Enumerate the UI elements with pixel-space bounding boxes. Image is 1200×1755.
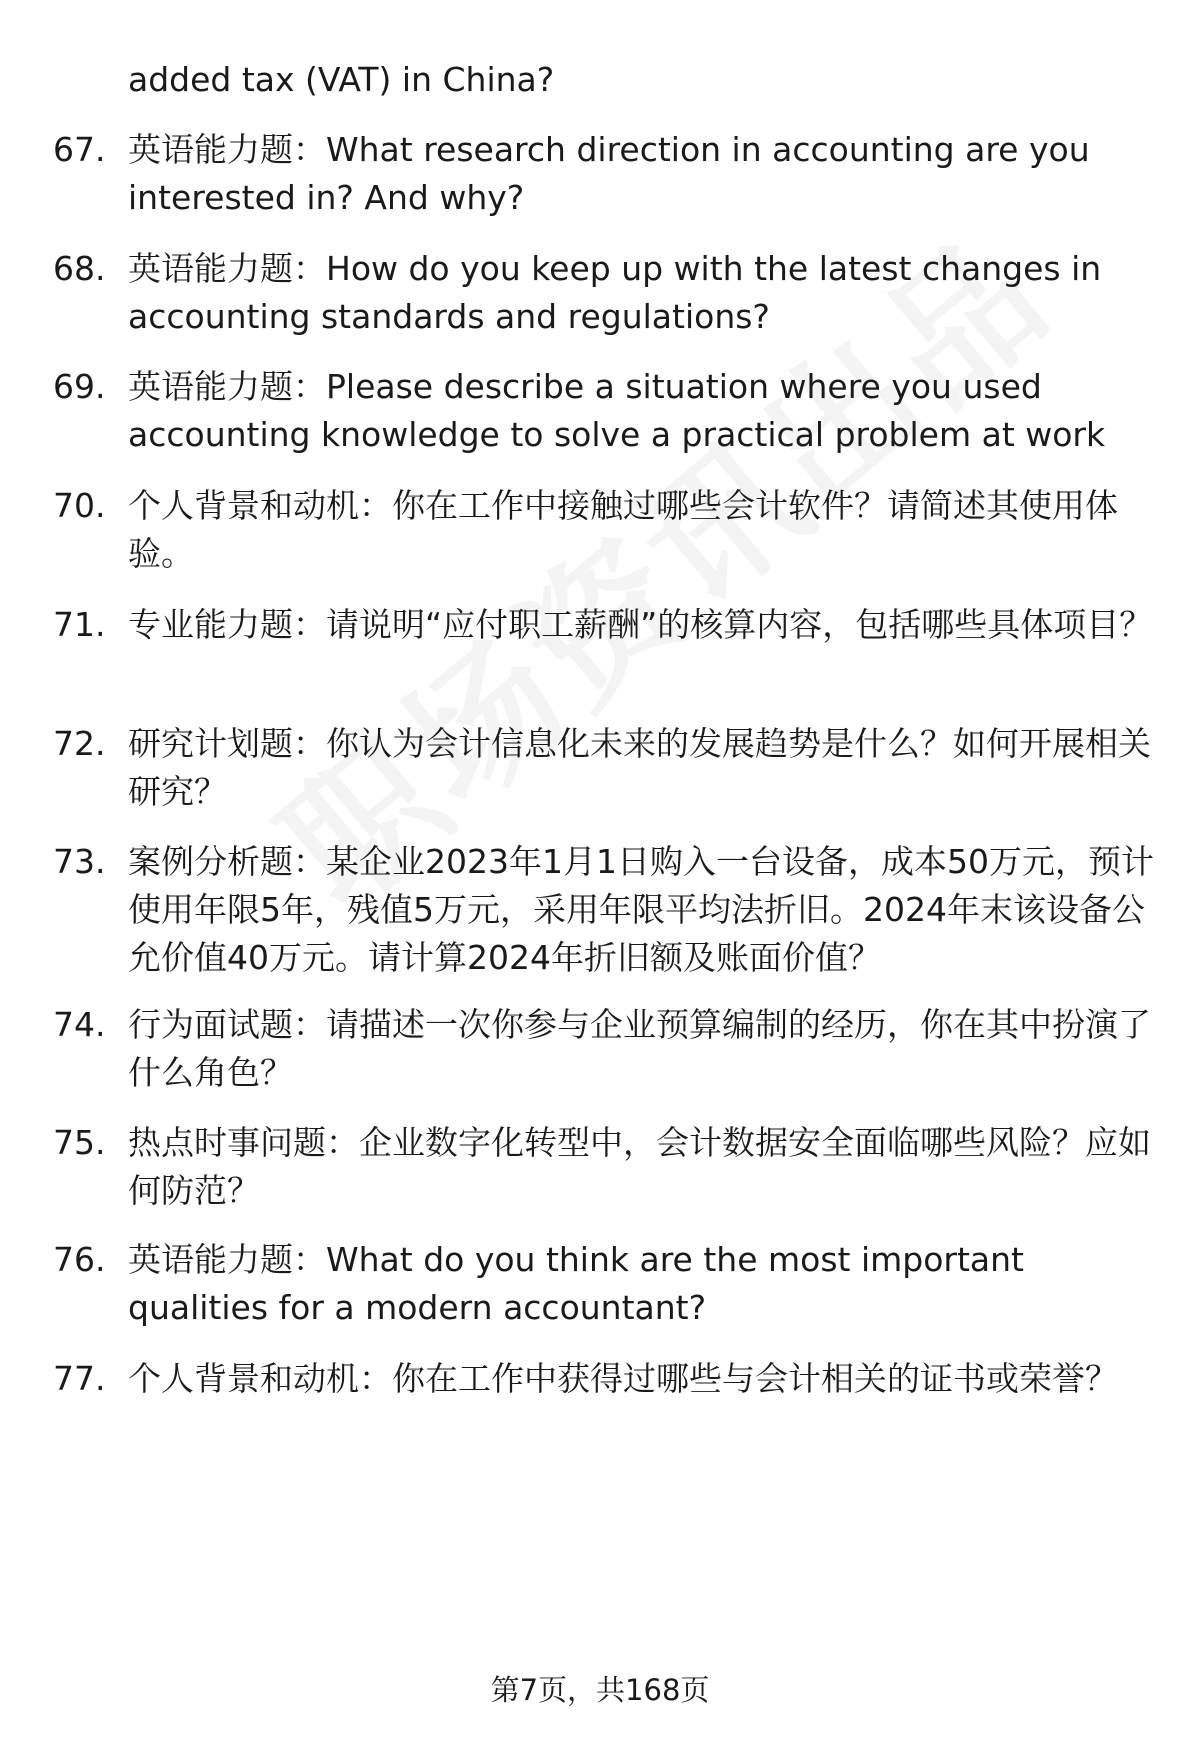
question-number: 68.	[53, 249, 106, 288]
page-footer: 第7页，共168页	[490, 1673, 710, 1707]
question-text: 个人背景和动机：你在工作中获得过哪些与会计相关的证书或荣誉？	[128, 1359, 1118, 1398]
question-text: 专业能力题：请说明“应付职工薪酬”的核算内容，包括哪些具体项目？	[128, 605, 1153, 644]
question-number: 74.	[53, 1005, 106, 1044]
question-text: 个人背景和动机：你在工作中接触过哪些会计软件？请简述其使用体验。	[128, 486, 1118, 573]
question-text: 行为面试题：请描述一次你参与企业预算编制的经历，你在其中扮演了什么角色？	[128, 1005, 1151, 1092]
continuation-text: added tax (VAT) in China?	[128, 60, 555, 99]
question-number: 71.	[53, 605, 106, 644]
question-number: 70.	[53, 486, 106, 525]
question-number: 69.	[53, 367, 106, 406]
question-text: 英语能力题：Please describe a situation where you used accounting knowledge to solve a practical problem at work	[128, 367, 1106, 454]
question-number: 77.	[53, 1359, 106, 1398]
question-number: 72.	[53, 724, 106, 763]
question-number: 76.	[53, 1240, 106, 1279]
question-number: 73.	[53, 842, 106, 881]
question-text: 英语能力题：What research direction in accounting are you interested in? And why?	[128, 130, 1090, 217]
question-text: 英语能力题：What do you think are the most important qualities for a modern accountant?	[128, 1240, 1024, 1327]
question-number: 67.	[53, 130, 106, 169]
question-number: 75.	[53, 1123, 106, 1162]
question-text: 案例分析题：某企业2023年1月1日购入一台设备，成本50万元，预计使用年限5年，残值5万元，采用年限平均法折旧。2024年末该设备公允价值40万元。请计算2024年折旧额及账面价值？	[128, 842, 1154, 977]
question-text: 研究计划题：你认为会计信息化未来的发展趋势是什么？如何开展相关研究？	[128, 724, 1151, 811]
question-text: 热点时事问题：企业数字化转型中，会计数据安全面临哪些风险？应如何防范？	[128, 1123, 1151, 1210]
question-text: 英语能力题：How do you keep up with the latest changes in accounting standards and regulations?	[128, 249, 1102, 336]
